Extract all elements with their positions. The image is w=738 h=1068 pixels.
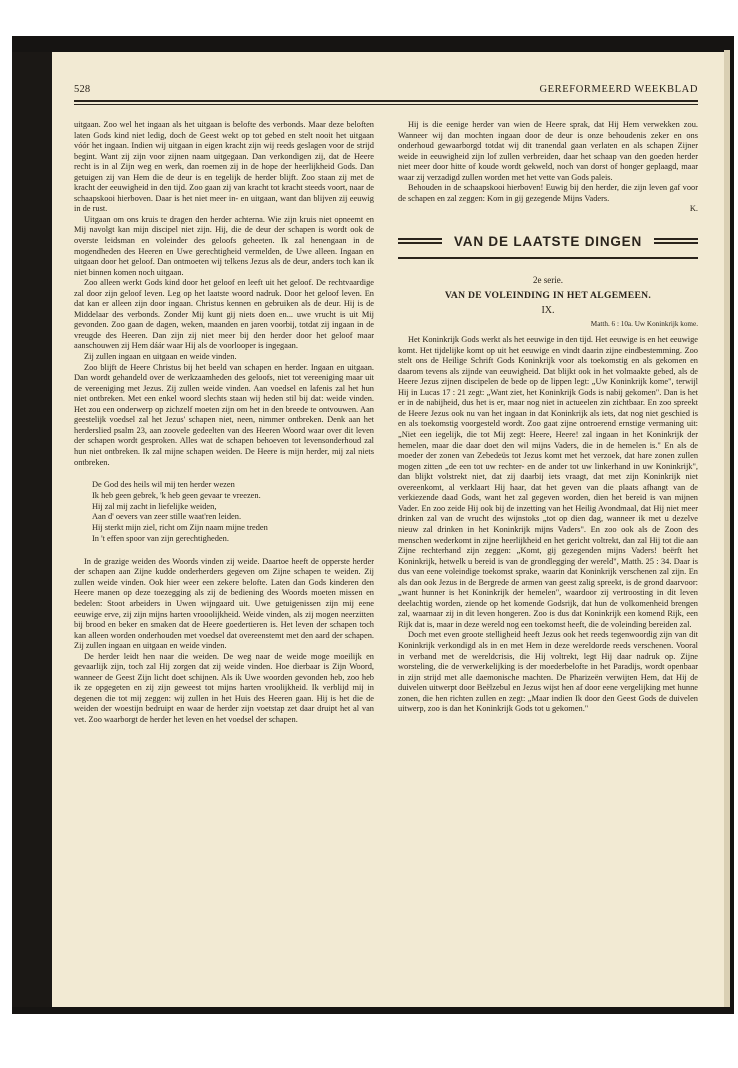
signature-line [398, 204, 698, 215]
left-column [74, 120, 374, 726]
paragraph: Zoo blijft de Heere Christus bij het beeld van schapen en herder. Ingaan en uitgaan. Dan wordt gehandeld over de werkzaamheden des geloofs, niet tot vereeniging maar uit de vereeniging met Jezus. Zij zullen weide vinden. Aan voedsel en lafenis zal het hun niet ontbreken. Met een enkel woord slechts staan wij heden stil bij dat: weide vinden. Het zou een onderwerp op zichzelf moeten zijn om het in den breede te ontvouwen. Aan geestelijk voedsel zal het Jezus' schapen niet, neen, nimmer ontbreken. Denk aan het herderslied psalm 23, aan zoovele gedeelten van des Heeren Woord waar over dit leven der schapen wordt gesproken. Alles wat de schapen behoeven tot levensonderhoud zal hun niet ontbreken. Ik zal mijne schapen weiden. De Heere is mijn herder, mij zal niets ontbreken. [74, 362, 374, 467]
paragraph: Uitgaan om ons kruis te dragen den herder achterna. Wie zijn kruis niet opneemt en Mij navolgt kan mijn discipel niet zijn. Hij, die de deur der schapen is wordt ook de overste leidsman en voleinder des geloofs geheeten. Ik zal henengaan in de mogendheden des Heeren en Uwe gerechtigheid vermelden, de Uwe alleen. Ingaan en uitgaan door het geloof. Dan ontmoeten wij telkens Jezus als de deur, anders toch kan ik niet binnen komen noch uitgaan. [74, 214, 374, 277]
banner-rule [398, 257, 698, 259]
author-signature: K. [689, 204, 698, 214]
paragraph: In de grazige weiden des Woords vinden zij weide. Daartoe heeft de opperste herder der schapen aan Zijne kudde onderherders gegeven om Zijne schapen te weiden. Zij zullen weide vinden. Ook hier weer een zekere belofte. Laten dan Gods kinderen den Heere manen op deze toezegging als zij de bediening des Woords moeten missen en bedelen: Stoot arbeiders in Uwen wijngaard uit. Uwe getuigenissen zijn mij eene eeuwige erve, zij zijn mijns harten vrooolijkheid. Weide vinden, als zij mogen neerzitten bij brood en beker en smaken dat de Heere goedertieren is. Het leven der schapen toch kan alleen worden onderhouden met voedsel dat overeenstemt met den aard der schapen. Zij zullen ingaan en uitgaan en weide vinden. [74, 556, 374, 651]
poem-line: Hij sterkt mijn ziel, richt om Zijn naam mijne treden [92, 523, 268, 533]
page-number: 528 [74, 84, 91, 95]
paragraph: uitgaan. Zoo wel het ingaan als het uitgaan is belofte des verbonds. Maar deze beloften laten Gods kind niet ledig, doch de Geest wekt op tot gebed en stelt nooit het uitgaan vóór het ingaan. Indien wij uitgaan in eigen kracht zijn wij reeds geslagen voor de strijd begint. Want zij zijn voor zijnen naam uitgegaan. Dan verkondigen zij, dat de Heere recht is in al Zijn weg en werk, dan roemen zij in de hope der heerlijkheid Gods. Dan getuigen zij van Hem die de deur is en tegelijk de herder blijft. Zoo staan zij met de kracht der eeuwigheid in den tijd. Zoo gaan zij van kracht tot kracht steeds voort, naar de schaapskooi hierboven. Daar is het niet meer in- en uitgaan, want dan blijven zij eeuwig in de rust. [74, 120, 374, 214]
scan-shadow-strip [12, 52, 52, 1007]
right-column [398, 120, 698, 715]
poem-line: In 't effen spoor van zijn gerechtigheden. [92, 534, 229, 544]
closing-paragraph: Behouden in de schaapskooi hierboven! Euwig bij den herder, die zijn leven gaf voor de schapen en zal zeggen: Kom in gij gezegende Mijns Vaders. [398, 183, 698, 203]
running-header [74, 84, 698, 100]
section-title: VAN DE LAATSTE DINGEN [453, 233, 643, 249]
paragraph: Hij is die eenige herder van wien de Heere sprak, dat Hij Hem verwekken zou. Wanneer wij dan mochten ingaan door de deur is onze behoudenis zeker en ons onderhoud gewaarborgd totdat wij dit tranendal gaan verlaten en als schapen Zijner weide in eeuwigheid zijn lof zullen verbreiden, daar het schaap van den goeden herder niet meer door hitte of koude wordt gekweld, noch van dorst of honger geplaagd, maar waar zij verzadigd zullen worden met het vette van Gods paleis. [398, 120, 698, 182]
series-label: 2e serie. [533, 274, 563, 285]
part-numeral: IX. [541, 305, 555, 317]
poem-line: Aan d' oevers van zeer stille waat'ren leiden. [92, 512, 242, 522]
paragraph: Zij zullen ingaan en uitgaan en weide vinden. [84, 352, 237, 362]
article-subtitle: VAN DE VOLEINDING IN HET ALGEMEEN. [444, 290, 652, 302]
page-edge [724, 50, 730, 1007]
paragraph: Zoo alleen werkt Gods kind door het geloof en leeft uit het geloof. De rechtvaardige zal door zijn geloof leven. Leg op het laatste woord nadruk. Door het geloof leven. En dat kan er alleen zijn door ingaan. Christus kennen en gebruiken als de deur. Hij is de Middelaar des verbonds. Zonder Mij kunt gij niets doen en... uwe vrucht is uit Mij gevonden. Zoo gaan de dagen, weken, maanden en jaren voorbij, totdat zij ingaan in de vreugde des Heeren. Dan zijn zij niet meer bij den herder door het geloof maar aanschouwen zij Hem dáár waar Hij als de voorlooper is ingegaan. [74, 278, 374, 351]
poem-line: De God des heils wil mij ten herder wezen [92, 480, 235, 490]
section-banner [398, 229, 698, 261]
poem-line: Hij zal mij zacht in liefelijke weiden, [92, 501, 217, 511]
paragraph: Het Koninkrijk Gods werkt als het eeuwige in den tijd. Het eeuwige is en het eeuwige komt. Het tijdelijke komt op uit het eeuwige en vindt daarin zijne eindbestemming. Zoo stelt ons de Heilige Schrift Gods Koninkrijk voor als toekomstig en als gekomen en daarom tevens als zijnde van eeuwigheid. Dat blijkt ook in het volmaakte gebed, als de Heere Jezus zijnen discipelen de bede op de lippen legt: „Uw Koninkrijk kome", terwijl Hij in Lucas 17 : 21 zegt: „Want ziet, het Koninkrijk Gods is nabij gekomen". Dan is het er in de nabijheid, dus het is er, maar nog niet in actueelen zin zichtbaar. En zoo spreekt de Heere Jezus ook nu van het ingaan in dat Koninkrijk als iets, dat nog niet geschied is en als toekomstig voorgesteld wordt. Zoo gaat zijne ontroerend ernstige vermaning uit: „Niet een iegelijk, die tot Mij zegt: Heere, Heere! zal ingaan in het Koninkrijk der hemelen, maar die daar doet den wil mijns Vaders, die in de hemelen is." En als de moeder der zonen van Zebedeüs tot Jezus komt met het verzoek, dat hare zonen zullen mogen zitten „de een tot uw rechter- en de ander tot uw linkerhand in uw Koninkrijk", dan blijkt volstrekt niet, dat zij daarbij iets vraagt, dat met zijn Koninkrijk niet overeenkomt, al verklaart Hij haar, dat het geven van die plaats afhangt van de verkiezende daad Gods, want het zal gegeven worden, dien het bereid is van mijnen Vader. En zoo zeide Hij ook bij de inzetting van het Heilig Avondmaal, dat Hij niet meer drinken zal van de vrucht des wijnstoks „tot op dien dag, wanneer ik met u dezelve nieuw zal drinken in het Koninkrijk mijns Vaders". En zoo ook als de Zoon des menschen wederkomt in zijne heerlijkheid en het gericht voltrekt, dan zal Hij tot die aan Zijne rechterhand zijn zeggen: „Komt, gij gezegenden mijns Vaders! beërft het Koninkrijk, hetwelk u bereid is van de grondlegging der wereld", Matth. 25 : 34. Daar is dus van eene voleindige toekomst sprake, waarin dat Koninkrijk verschenen zal zijn. En als dan ook Jezus in de Bergrede de armen van geest zalig spreekt, is de grond daarvoor: „want hunner is het Koninkrijk der hemelen", waardoor zij vertroosting in dit leven deelachtig worden, ziende op het komende Godsrijk, dat hun de volkomenheid brengen zal, waarnaar zij in dit leven hongeren. Zoo is dus dat Koninkrijk een komend Rijk, een Rijk dat is, maar in deze wereld nog een toekomst heeft, die de voleinding bereiden zal. [398, 335, 698, 629]
header-rule-thin [74, 104, 698, 105]
paragraph: De herder leidt hen naar die weiden. De weg naar de weide moge moeilijk en gevaarlijk zijn, toch zal Hij zorgen dat zij weide vinden. Hoe dierbaar is Zijn Woord, wanneer de Geest Zijn licht doet schijnen. Als ik Uwe woorden gevonden heb, zoo heb ik ze opgegeten en zij zijn geweest tot mijns harten vroolijkheid. Ik verblijd mij in degenen die tot mij zeggen: wij zullen in het Huis des Heeren gaan. Hij is het die de weiden der woestijn bedruipt en waar de herder zijn voetstap zet daar druipt het al van vet. Zoo waarborgt de herder het leven en het voedsel der schapen. [74, 651, 374, 725]
journal-name: GEREFORMEERD WEEKBLAD [539, 84, 698, 95]
poem-line: Ik heb geen gebrek, 'k heb geen gevaar te vreezen. [92, 490, 261, 500]
header-rule-thick [74, 100, 698, 102]
scripture-reference: Matth. 6 : 10a. Uw Koninkrijk kome. [590, 319, 698, 328]
paragraph: Doch met even groote stelligheid heeft Jezus ook het reeds tegenwoordig zijn van dit Koninkrijk verkondigd als in en met Hem in deze wereldorde reeds verschenen. Vooral in verband met de wereldcrisis, die Hij voltrekt, legt Hij daar nadruk op. Zijne worsteling, die de verwerkelijking is der moederbelofte in het Paradijs, wordt openbaar in zijn strijd met alle daemonische machten. De Pharizeën verwijten Hem, dat Hij de duivelen uitwerpt door Beëlzebul en Jezus wijst hen af door eene vergelijking met hunne zonen, die hen richten zullen en zegt: „Maar indien Ik door den Geest Gods de duivelen uitwerp, zoo is dan het Koninkrijk Gods tot u gekomen." [398, 630, 698, 714]
psalm-verse [92, 480, 374, 545]
